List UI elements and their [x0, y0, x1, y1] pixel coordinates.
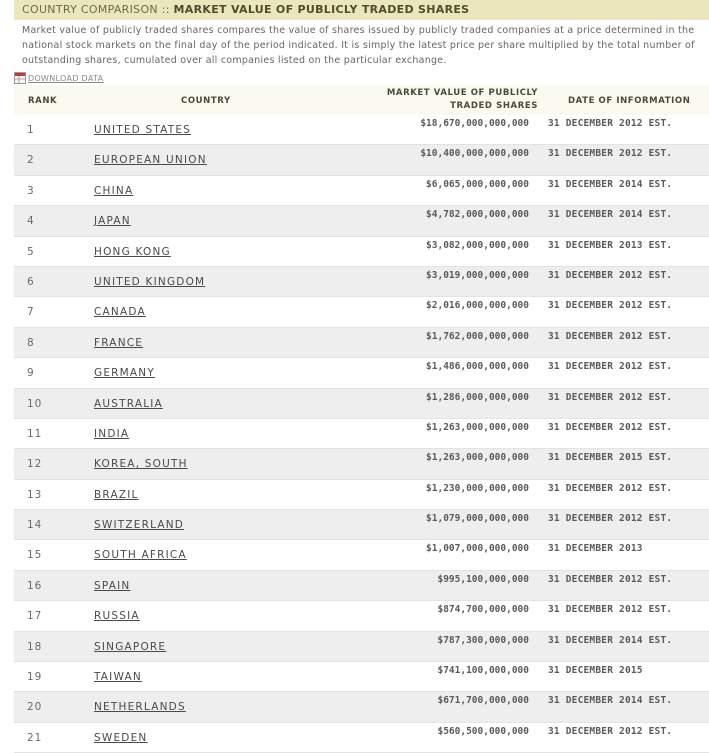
download-data-label[interactable]: DOWNLOAD DATA: [28, 73, 104, 83]
column-header-market-value-line2: TRADED SHARES: [450, 101, 538, 111]
country-link[interactable]: FRANCE: [94, 336, 144, 349]
market-value-cell: $741,100,000,000: [437, 665, 529, 677]
market-value-cell: $1,079,000,000,000: [426, 513, 529, 525]
country-link[interactable]: SWITZERLAND: [94, 519, 185, 532]
table-row: [14, 480, 709, 510]
table-row: [14, 115, 709, 145]
country-link[interactable]: SINGAPORE: [94, 640, 167, 653]
market-value-cell: $3,019,000,000,000: [426, 269, 529, 281]
date-cell: 31 DECEMBER 2015 EST.: [548, 452, 673, 464]
country-link[interactable]: EUROPEAN UNION: [94, 154, 207, 167]
date-cell: 31 DECEMBER 2015: [548, 665, 643, 677]
rank-cell: 8: [27, 336, 35, 349]
date-cell: 31 DECEMBER 2014 EST.: [548, 695, 673, 707]
table-header: [14, 85, 709, 115]
date-cell: 31 DECEMBER 2014 EST.: [548, 178, 673, 190]
table-row: [14, 176, 709, 206]
country-link[interactable]: BRAZIL: [94, 488, 139, 501]
rank-cell: 3: [27, 184, 35, 197]
header-prefix: COUNTRY COMPARISON ::: [22, 3, 174, 16]
market-value-cell: $874,700,000,000: [437, 604, 529, 616]
table-row: [14, 389, 709, 419]
rank-cell: 11: [27, 427, 43, 440]
market-value-cell: $1,263,000,000,000: [426, 452, 529, 464]
table-row: [14, 419, 709, 449]
description: Market value of publicly traded shares compares the value of shares issued by publicly traded companies at a price determined in the national stock markets on the final day of the period indicated. It is simply the latest price per share multiplied by the total number of outstanding shares, cumulated over all companies listed on the particular exchange.: [22, 25, 695, 66]
country-link[interactable]: SWEDEN: [94, 731, 148, 744]
market-value-cell: $787,300,000,000: [437, 634, 529, 646]
country-link[interactable]: CHINA: [94, 184, 134, 197]
country-link[interactable]: HONG KONG: [94, 245, 171, 258]
market-value-cell: $1,286,000,000,000: [426, 391, 529, 403]
market-value-cell: $18,670,000,000,000: [420, 118, 529, 129]
country-link[interactable]: UNITED KINGDOM: [94, 275, 206, 288]
table-row: [14, 145, 709, 175]
table-row: [14, 723, 709, 753]
date-cell: 31 DECEMBER 2012 EST.: [548, 148, 673, 160]
date-cell: 31 DECEMBER 2012 EST.: [548, 118, 673, 129]
download-data-link[interactable]: [14, 71, 103, 85]
rank-cell: 13: [27, 488, 43, 501]
table-row: [14, 297, 709, 327]
column-header-date[interactable]: DATE OF INFORMATION: [568, 96, 691, 106]
market-value-cell: $1,263,000,000,000: [426, 421, 529, 433]
column-header-market-value[interactable]: [376, 87, 538, 113]
country-link[interactable]: SOUTH AFRICA: [94, 549, 187, 562]
rank-cell: 15: [27, 549, 43, 562]
date-cell: 31 DECEMBER 2012 EST.: [548, 391, 673, 403]
date-cell: 31 DECEMBER 2012 EST.: [548, 421, 673, 433]
date-cell: 31 DECEMBER 2012 EST.: [548, 361, 673, 373]
table-row: [14, 510, 709, 540]
rank-cell: 1: [27, 124, 35, 136]
market-value-cell: $3,082,000,000,000: [426, 239, 529, 251]
table-row: [14, 540, 709, 570]
country-link[interactable]: UNITED STATES: [94, 124, 192, 136]
market-value-cell: $6,065,000,000,000: [426, 178, 529, 190]
rank-cell: 21: [27, 731, 43, 744]
table-body: [14, 115, 709, 753]
date-cell: 31 DECEMBER 2012 EST.: [548, 300, 673, 312]
country-link[interactable]: AUSTRALIA: [94, 397, 163, 410]
table-row: [14, 358, 709, 388]
market-value-cell: $1,230,000,000,000: [426, 482, 529, 494]
date-cell: 31 DECEMBER 2013 EST.: [548, 239, 673, 251]
country-link[interactable]: SPAIN: [94, 579, 131, 592]
column-header-market-value-line1: MARKET VALUE OF PUBLICLY: [386, 88, 538, 98]
table-row: [14, 237, 709, 267]
rank-cell: 10: [27, 397, 43, 410]
date-cell: 31 DECEMBER 2013: [548, 543, 643, 555]
rank-cell: 19: [27, 671, 43, 684]
country-link[interactable]: KOREA, SOUTH: [94, 458, 188, 471]
country-link[interactable]: GERMANY: [94, 367, 155, 380]
country-link[interactable]: JAPAN: [94, 215, 131, 228]
market-value-cell: $995,100,000,000: [437, 573, 529, 585]
table-row: [14, 662, 709, 692]
table-row: [14, 601, 709, 631]
rank-cell: 5: [27, 245, 35, 258]
country-link[interactable]: NETHERLANDS: [94, 701, 186, 714]
market-value-cell: $560,500,000,000: [437, 725, 529, 737]
date-cell: 31 DECEMBER 2012 EST.: [548, 725, 673, 737]
rank-cell: 2: [27, 154, 35, 167]
date-cell: 31 DECEMBER 2014 EST.: [548, 209, 673, 221]
date-cell: 31 DECEMBER 2012 EST.: [548, 330, 673, 342]
table-row: [14, 449, 709, 479]
date-cell: 31 DECEMBER 2014 EST.: [548, 634, 673, 646]
column-header-country[interactable]: COUNTRY: [181, 96, 231, 106]
country-link[interactable]: CANADA: [94, 306, 146, 319]
market-value-cell: $10,400,000,000,000: [420, 148, 529, 160]
table-row: [14, 206, 709, 236]
date-cell: 31 DECEMBER 2012 EST.: [548, 482, 673, 494]
page-header: [14, 0, 709, 20]
rank-cell: 6: [27, 275, 35, 288]
rank-cell: 14: [27, 519, 43, 532]
page-title: MARKET VALUE OF PUBLICLY TRADED SHARES: [173, 3, 470, 16]
rank-cell: 17: [27, 610, 43, 623]
rank-cell: 12: [27, 458, 43, 471]
rank-cell: 20: [27, 701, 43, 714]
table-row: [14, 692, 709, 722]
market-value-cell: $4,782,000,000,000: [426, 209, 529, 221]
table-row: [14, 328, 709, 358]
country-link[interactable]: TAIWAN: [94, 671, 142, 684]
market-value-cell: $671,700,000,000: [437, 695, 529, 707]
date-cell: 31 DECEMBER 2012 EST.: [548, 573, 673, 585]
market-value-cell: $2,016,000,000,000: [426, 300, 529, 312]
spreadsheet-icon: [14, 72, 26, 84]
country-link[interactable]: RUSSIA: [94, 610, 140, 623]
country-link[interactable]: INDIA: [94, 427, 130, 440]
market-value-cell: $1,486,000,000,000: [426, 361, 529, 373]
rank-cell: 18: [27, 640, 43, 653]
table-row: [14, 267, 709, 297]
table-row: [14, 571, 709, 601]
rank-cell: 16: [27, 579, 43, 592]
rank-cell: 7: [27, 306, 35, 319]
rank-cell: 9: [27, 367, 35, 380]
market-value-cell: $1,762,000,000,000: [426, 330, 529, 342]
rank-cell: 4: [27, 215, 35, 228]
column-header-rank[interactable]: RANK: [28, 96, 58, 106]
market-value-cell: $1,007,000,000,000: [426, 543, 529, 555]
date-cell: 31 DECEMBER 2012 EST.: [548, 513, 673, 525]
date-cell: 31 DECEMBER 2012 EST.: [548, 604, 673, 616]
date-cell: 31 DECEMBER 2012 EST.: [548, 269, 673, 281]
table-row: [14, 632, 709, 662]
